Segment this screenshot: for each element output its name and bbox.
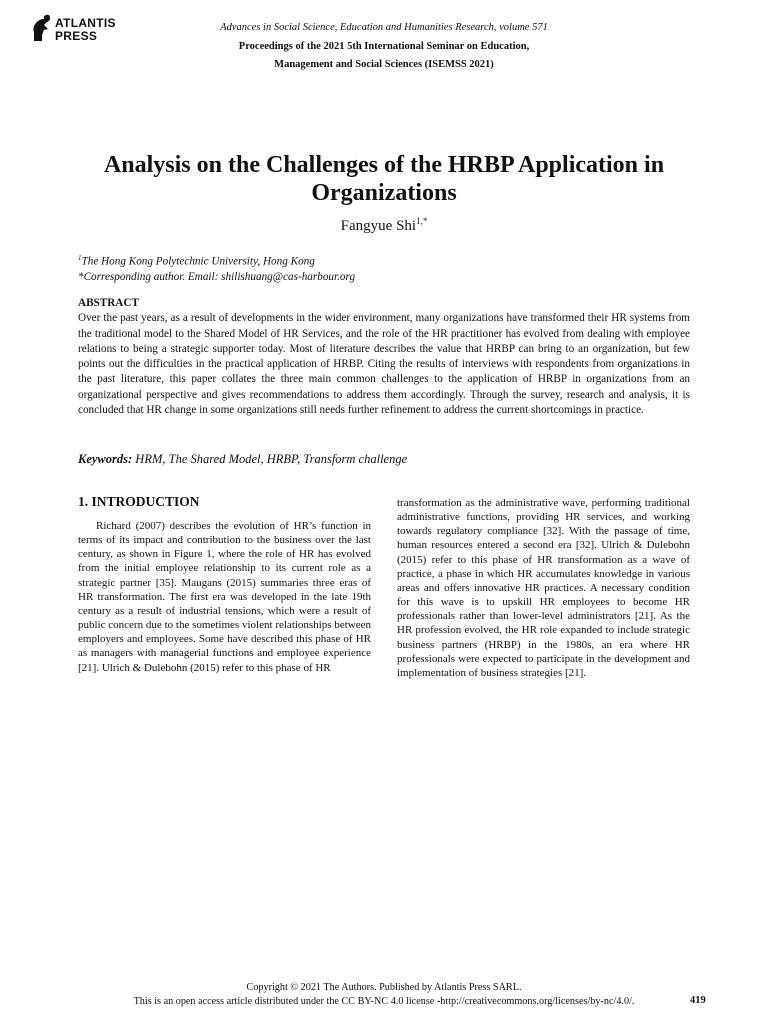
keywords — [78, 452, 407, 467]
proceedings-line-1: Proceedings of the 2021 5th International Seminar on Education, — [238, 41, 530, 52]
intro-paragraph-left: Richard (2007) describes the evolution of HR’s function in terms of its impact and contribution to the business over the last century, as shown in Figure 1, where the role of HR has evolved from the initial employee relationship to its current role as a strategic partner [35]. Maugans (2015) summaries three eras of HR transformation. The first era was developed in the late 19th century as a result of industrial tensions, which were a result of public concern due to the sometimes violent relationships between employers and employees. Some have described this phase of HR as managers with managerial functions and employee experience [21]. Ulrich & Dulebohn (2015) refer to this phase of HR — [78, 520, 371, 674]
corresponding-author: *Corresponding author. Email: shilishuang@cas-harbour.org — [78, 270, 356, 283]
affiliation-institution: The Hong Kong Polytechnic University, Hong Kong — [81, 255, 315, 268]
author-name: Fangyue Shi — [340, 218, 417, 234]
paper-title: Analysis on the Challenges of the HRBP Application in Organizations — [103, 152, 665, 206]
copyright-line: Copyright © 2021 The Authors. Published by Atlantis Press SARL. — [246, 982, 522, 993]
atlantis-press-logo — [30, 13, 125, 47]
proceedings-line-2: Management and Social Sciences (ISEMSS 2021) — [274, 59, 494, 70]
page-number: 419 — [690, 995, 706, 1006]
keywords-label: Keywords: — [78, 452, 133, 466]
license-line: This is an open access article distributed under the CC BY-NC 4.0 license -http://creativecommons.org/licenses/by-nc/4.0/. — [133, 996, 635, 1007]
section-heading-introduction: 1. INTRODUCTION — [78, 494, 200, 509]
atlantis-figure-icon — [30, 13, 54, 43]
abstract — [78, 296, 690, 418]
left-column — [78, 519, 371, 675]
journal-series: Advances in Social Science, Education and Humanities Research, volume 571 — [220, 22, 548, 33]
proceedings-title — [130, 38, 638, 74]
page-footer — [0, 981, 768, 1009]
affiliations — [78, 251, 355, 285]
abstract-heading: ABSTRACT — [78, 297, 139, 309]
abstract-text: Over the past years, as a result of developments in the wider environment, many organizations have transformed their HR systems from the traditional model to the Shared Model of HR Services, and the role of the HR practitioner has evolved from dealing with employee relations to being a strategic supporter today. Most of literature describes the value that HRBP can bring to an organization, but few points out the difficulties in the practical application of HRBP. Citing the results of interviews with respondents from organizations in the past literature, this paper collates the three main common challenges to the application of HRBP in organizations from an organizational perspective and gives recommendations to address them accordingly. Through the survey, research and analysis, it is concluded that HR change in some organizations still needs further refinement to address the current shortcomings in practice. — [78, 312, 690, 417]
author — [60, 216, 708, 235]
logo-line-2: PRESS — [55, 29, 98, 43]
affiliation-line — [78, 251, 355, 270]
intro-paragraph-right: transformation as the administrative wave, performing traditional administrative functions, providing HR services, and working towards regulatory compliance [32]. With the passage of time, human resources entered a second era [32]. Ulrich & Dulebohn (2015) refer to this phase of HR transformation as a wave of practice, a phase in which HR accumulates knowledge in various areas and offers innovative HR practices. A necessary condition for this wave is to upskill HR employees to become HR professionals rather than lower-level administrators [21]. As the HR profession evolved, the HR role expanded to include strategic business partners (HRBP) in the 1980s, an era where HR professionals were expected to participate in the development and implementation of business strategies [21]. — [397, 497, 690, 679]
keywords-text: HRM, The Shared Model, HRBP, Transform challenge — [132, 452, 408, 466]
journal-header — [130, 20, 638, 74]
affiliation-mark: 1 — [78, 254, 82, 262]
right-column — [397, 496, 690, 680]
logo-line-1: ATLANTIS — [55, 16, 116, 30]
author-marks: 1,* — [416, 216, 428, 226]
